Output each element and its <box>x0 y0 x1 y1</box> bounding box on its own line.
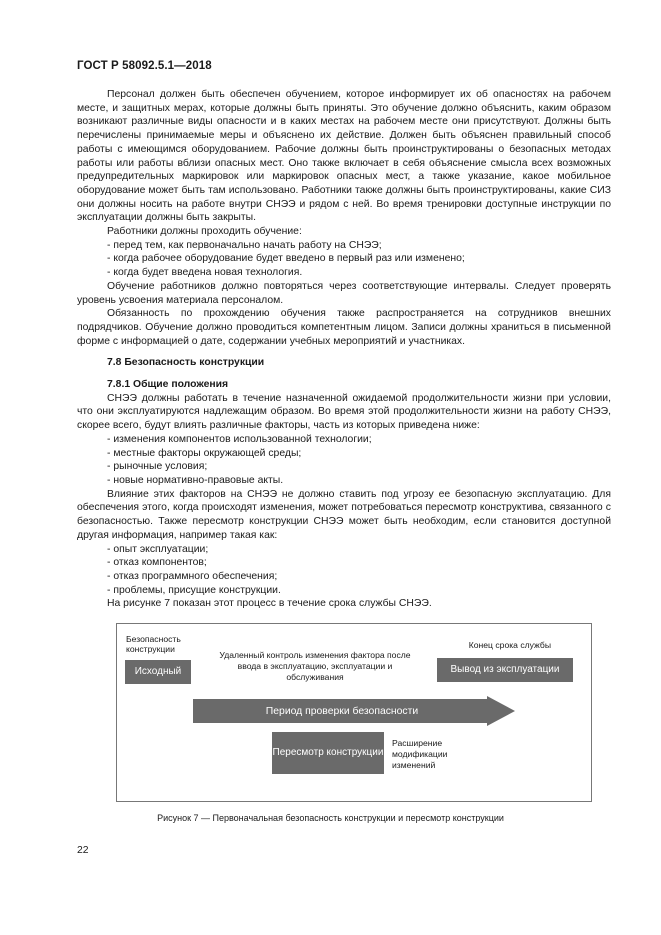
page-number: 22 <box>77 845 89 856</box>
list-item: - изменения компонентов использованной технологии; <box>107 433 372 445</box>
list-item: - проблемы, присущие конструкции. <box>107 584 281 596</box>
document-body <box>77 88 611 611</box>
list-item: - когда будет введена новая технология. <box>107 267 303 279</box>
list-item: - новые нормативно-правовые акты. <box>107 474 284 486</box>
list-item: - опыт эксплуатации; <box>107 543 209 555</box>
box-decommission <box>437 658 573 682</box>
figure-7-diagram <box>116 623 592 802</box>
paragraph-training-when: Работники должны проходить обучение: <box>107 226 302 238</box>
paragraph-figure-ref: На рисунке 7 показан этот процесс в течение срока службы СНЭЭ. <box>107 598 432 610</box>
subsection-heading: 7.8.1 Общие положения <box>107 379 229 391</box>
arrow-review-period-label: Период проверки безопасности <box>265 705 419 717</box>
list-item: - отказ программного обеспечения; <box>107 570 278 582</box>
list-item: - рыночные условия; <box>107 461 208 473</box>
label-end-of-life: Конец срока службы <box>468 640 551 650</box>
paragraph-contractors: Обязанность по прохождению обучения также распространяется на сотрудников внешних подрядчиков. Обучение должно проводиться компетентным лицом. Записи должны храниться в письменной форме с информацией о дате, содержании учебных мероприятий и участниках. <box>77 308 611 347</box>
list-item: - перед тем, как первоначально начать работу на СНЭЭ; <box>107 239 382 251</box>
figure-caption: Рисунок 7 — Первоначальная безопасность конструкции и пересмотр конструкции <box>157 813 504 823</box>
box-design-review <box>272 732 384 774</box>
paragraph-lifetime: СНЭЭ должны работать в течение назначенной ожидаемой продолжительности жизни при условии, что они эксплуатируются надлежащим образом. Во время этой продолжительности жизни на работу СНЭЭ, скорее всего, будут влиять различные факторы, часть из которых приведена ниже: <box>77 392 611 432</box>
list-item: - местные факторы окружающей среды; <box>107 447 302 459</box>
arrow-review-period <box>193 696 515 726</box>
label-remote-monitoring: Удаленный контроль изменения фактора после ввода в эксплуатацию, эксплуатации и обслуживания <box>219 650 411 682</box>
label-extension: Расширение модификации изменений <box>392 738 448 770</box>
section-heading: 7.8 Безопасность конструкции <box>107 357 265 369</box>
list-item: - когда рабочее оборудование будет введено в первый раз или изменено; <box>107 253 465 265</box>
paragraph-training-repeat: Обучение работников должно повторяться через соответствующие интервалы. Следует проверять уровень усвоения материала персоналом. <box>77 280 611 306</box>
document-id: ГОСТ Р 58092.5.1—2018 <box>77 60 212 72</box>
paragraph-training: Персонал должен быть обеспечен обучением, которое информирует их об опасностях на рабочем месте, и защитных мерах, которые должны быть приняты. Это обучение должно объяснить, каким образом возникают различные виды опасности и в каких местах на рабочем месте они присутствуют. Должны быть перечислены принимаемые меры и объяснено их действие. Должен быть объяснен правильный способ работы с имеющимся оборудованием. Рабочие должны быть проинструктированы о безопасных методах работы или работы вблизи опасных мест. Оно также включает в себя объяснение смысла всех возможных предупредительных маркировок или маркировок опасных мест, а также указание, какое мобильное оборудование может быть там использовано. Работники также должны быть проинструктированы, какие СИЗ они должны носить на работе внутри СНЭЭ и рядом с ней. Во время тренировки доступные инструкции по эксплуатации должны быть закрыты. <box>77 89 611 224</box>
box-decommission-label: Вывод из эксплуатации <box>450 664 560 675</box>
box-initial <box>125 660 191 684</box>
paragraph-influence: Влияние этих факторов на СНЭЭ не должно ставить под угрозу ее безопасную эксплуатацию. Для обеспечения этого, когда происходят изменения, может потребоваться пересмотр конструктива, связанного с безопасностью. Также пересмотр конструкции СНЭЭ может быть необходим, если становится доступной другая информация, например такая как: <box>77 488 611 541</box>
box-initial-label: Исходный <box>134 666 182 677</box>
box-design-review-label: Пересмотр конструкции <box>272 747 384 758</box>
label-safety-design: Безопасность конструкции <box>126 634 181 654</box>
list-item: - отказ компонентов; <box>107 557 207 569</box>
